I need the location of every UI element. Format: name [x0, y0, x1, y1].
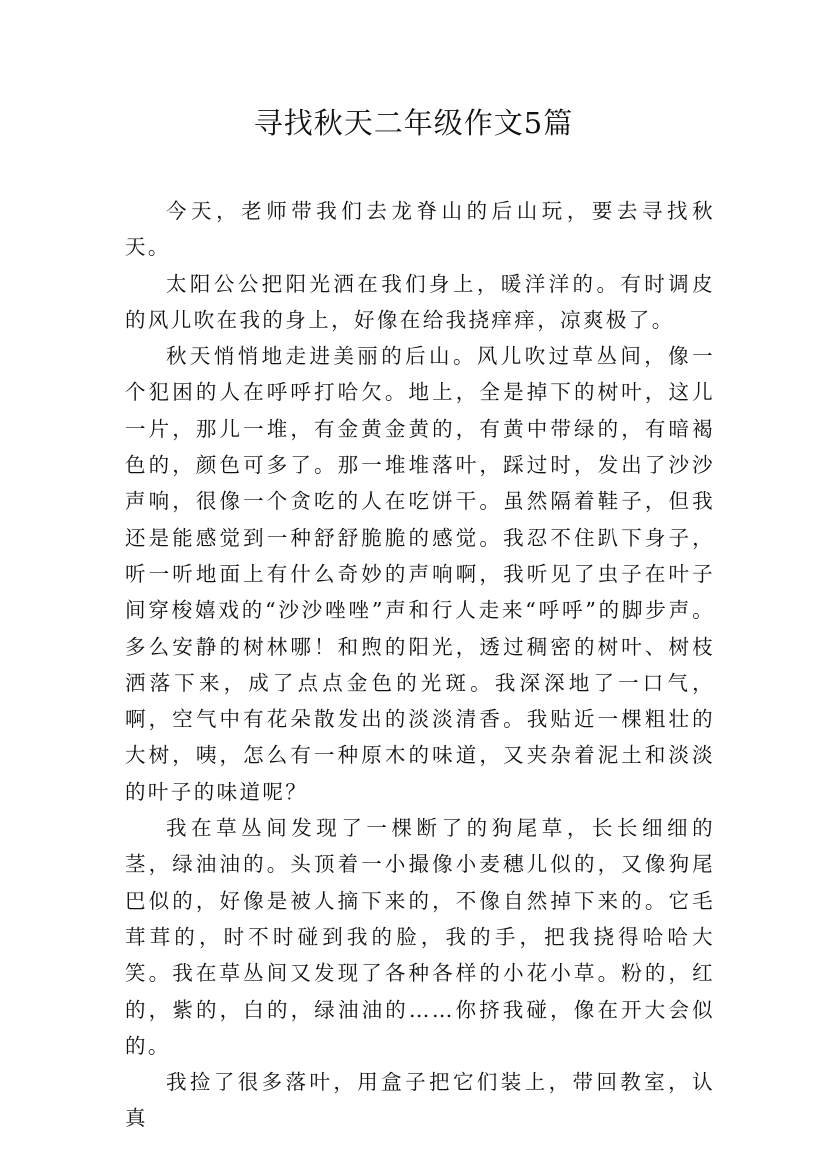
- paragraph-2: 太阳公公把阳光洒在我们身上，暖洋洋的。有时调皮的风儿吹在我的身上，好像在给我挠痒痒，凉爽极了。: [125, 271, 715, 332]
- paragraph-4: 我在草丛间发现了一棵断了的狗尾草，长长细细的茎，绿油油的。头顶着一小撮像小麦穗儿似的，又像狗尾巴似的，好像是被人摘下来的，不像自然掉下来的。它毛茸茸的，时不时碰到我的脸，我的手，把我挠得哈哈大笑。我在草丛间又发现了各种各样的小花小草。粉的，红的，紫的，白的，绿油油的……你挤我碰，像在开大会似的。: [125, 816, 715, 1058]
- document-title: 寻找秋天二年级作文5篇: [253, 106, 574, 140]
- paragraph-3: 秋天悄悄地走进美丽的后山。风儿吹过草丛间，像一个犯困的人在呼呼打哈欠。地上，全是掉下的树叶，这儿一片，那儿一堆，有金黄金黄的，有黄中带绿的，有暗褐色的，颜色可多了。那一堆堆落叶，踩过时，发出了沙沙声响，很像一个贪吃的人在吃饼干。虽然隔着鞋子，但我还是能感觉到一种舒舒脆脆的感觉。我忍不住趴下身子，听一听地面上有什么奇妙的声响啊，我听见了虫子在叶子间穿梭嬉戏的“沙沙唑唑”声和行人走来“呼呼”的脚步声。多么安静的树林哪！和煦的阳光，透过稠密的树叶、树枝洒落下来，成了点点金色的光斑。我深深地了一口气，啊，空气中有花朵散发出的淡淡清香。我贴近一棵粗壮的大树，咦，怎么有一种原木的味道，又夹杂着泥土和淡淡的叶子的味道呢？: [125, 344, 715, 804]
- paragraph-5: 我捡了很多落叶，用盒子把它们装上，带回教室，认真: [125, 1070, 715, 1131]
- paragraph-1: 今天，老师带我们去龙脊山的后山玩，要去寻找秋天。: [125, 199, 715, 260]
- document-body: [125, 193, 715, 1137]
